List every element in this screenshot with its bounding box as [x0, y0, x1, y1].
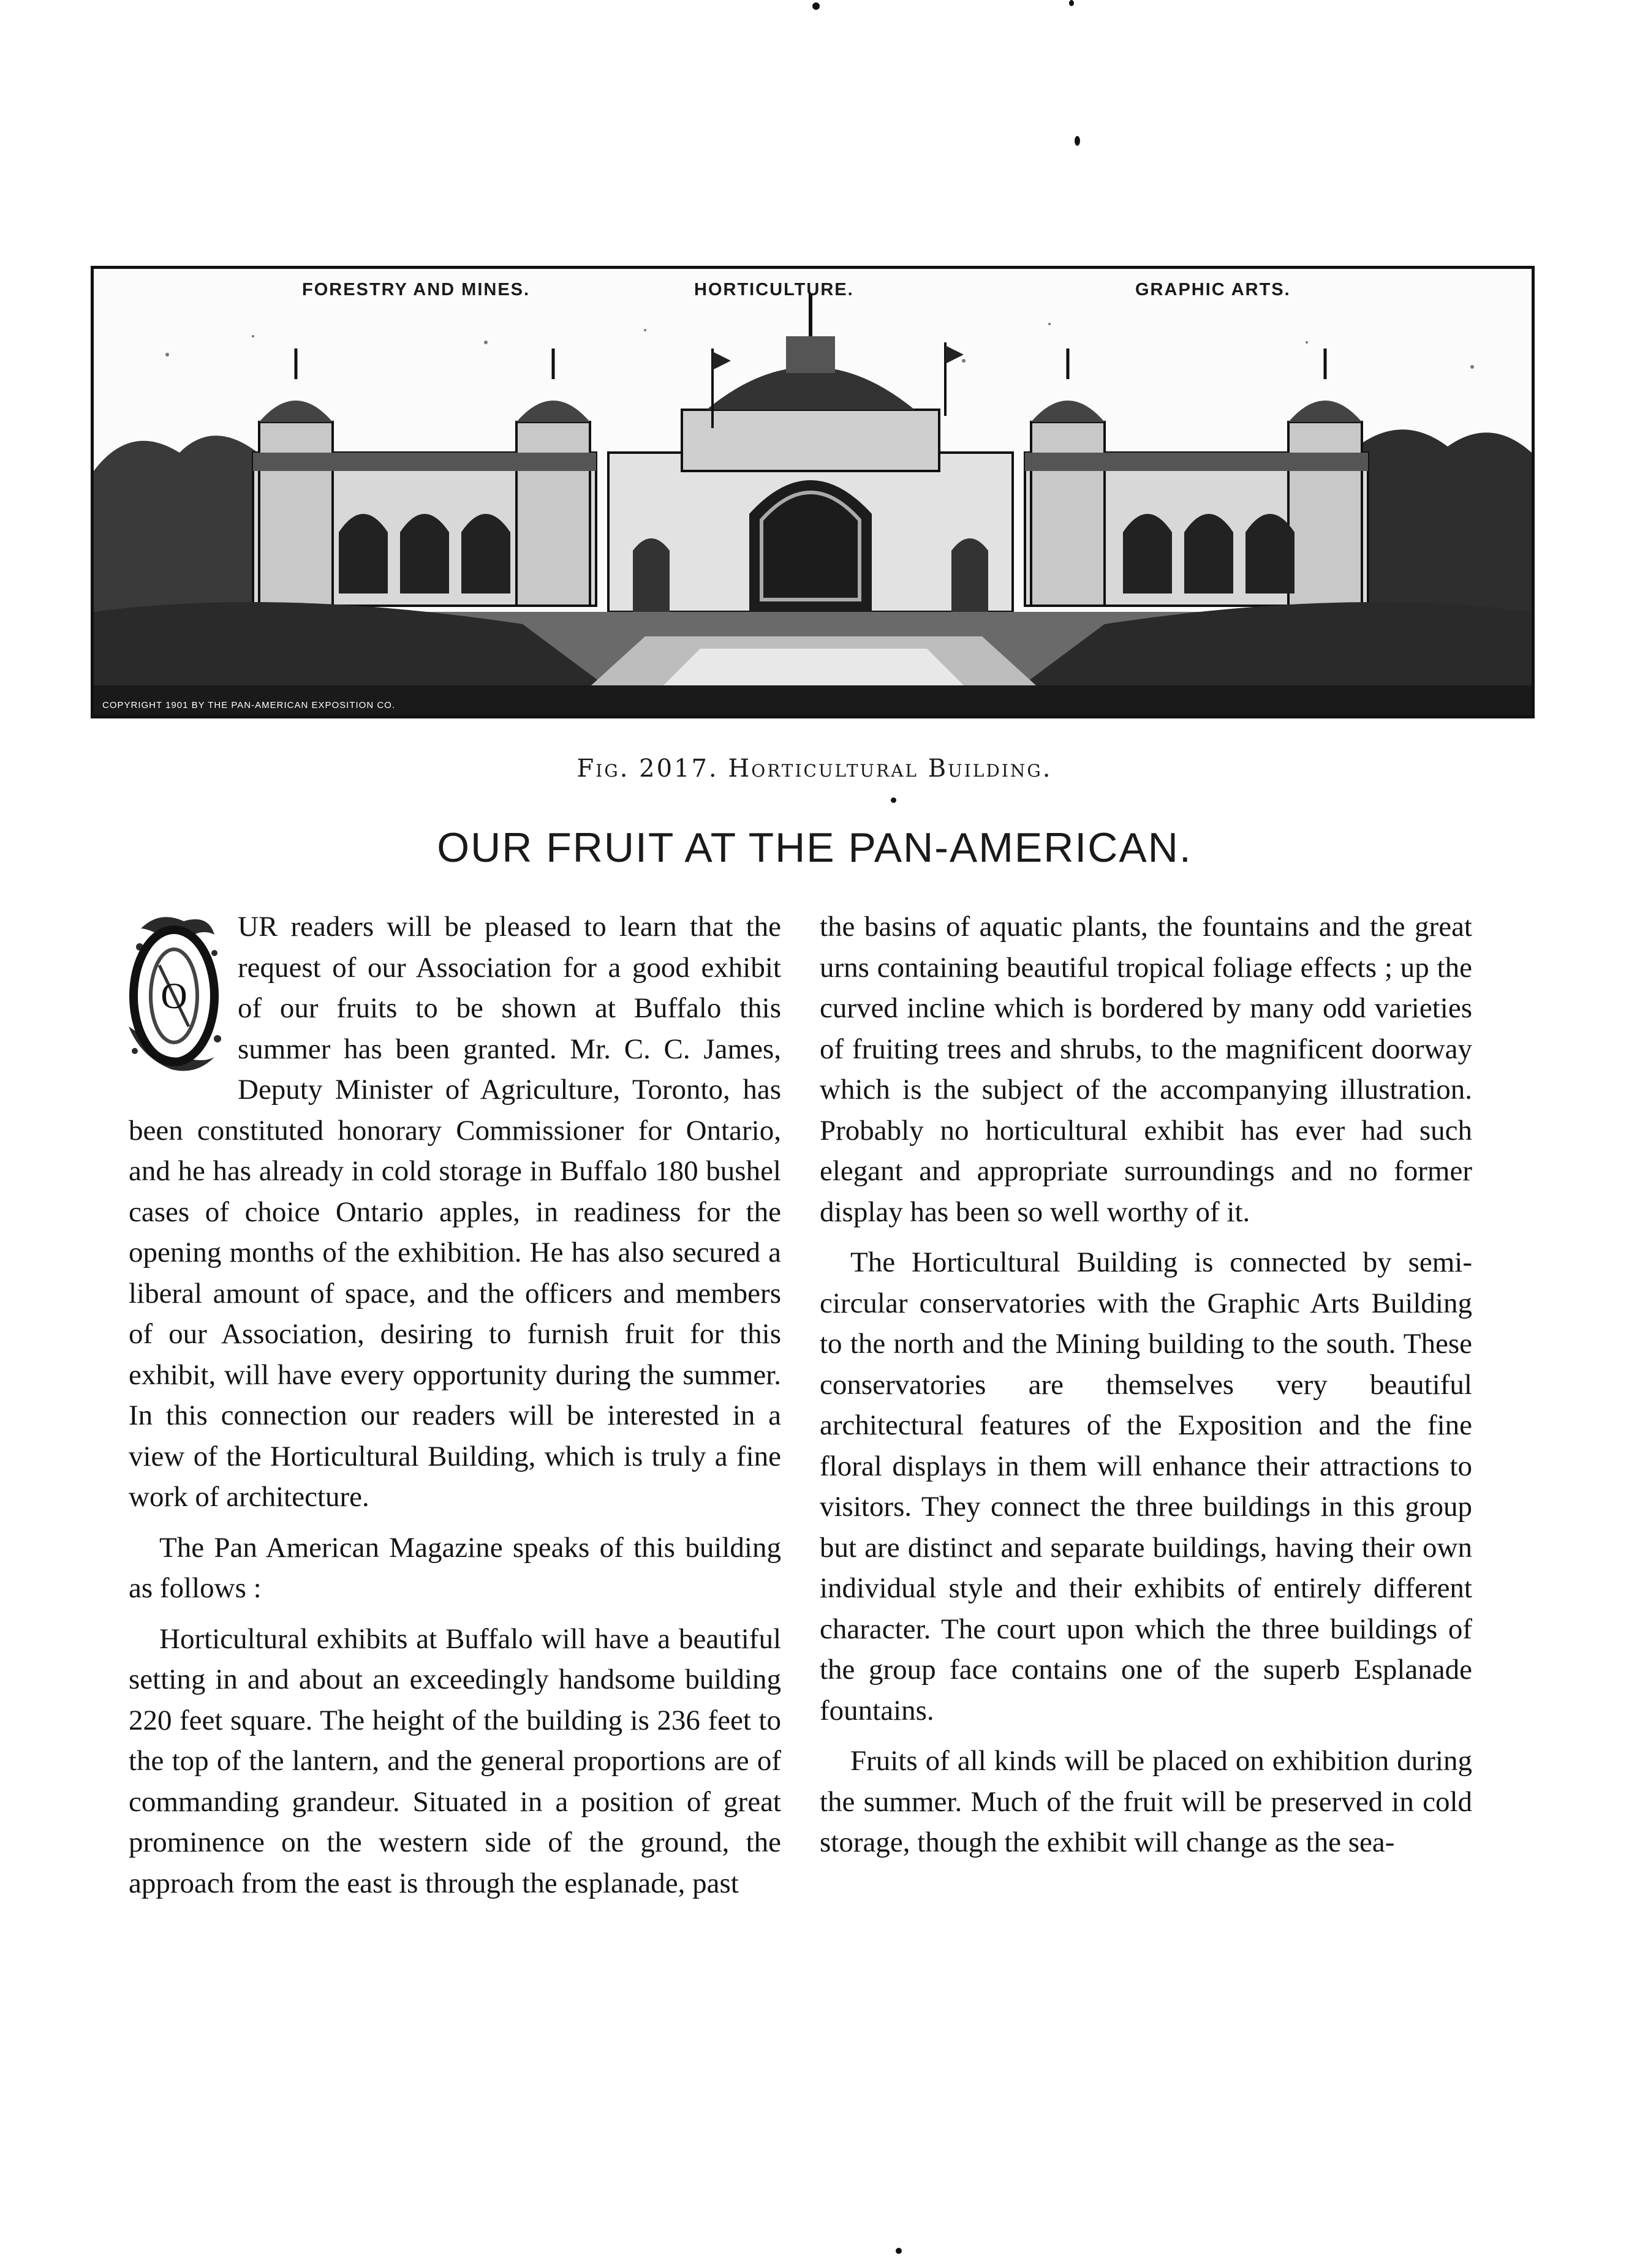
building-engraving	[94, 269, 1532, 715]
article-title: OUR FRUIT AT THE PAN-AMERICAN.	[437, 824, 1192, 871]
graphic-arts-pavilion	[1025, 348, 1368, 606]
scan-speck	[896, 2248, 902, 2254]
scan-speck	[891, 797, 896, 803]
right-paragraph-3: Fruits of all kinds will be placed on exhibition during the summer. Much of the fruit will be preserved in cold storage, though the exhibit will change as the sea-	[820, 1745, 1472, 1858]
ornamental-dropcap-o	[123, 910, 225, 1080]
left-paragraph-3: Horticultural exhibits at Buffalo will have a beautiful setting in and about an exceedingly handsome building 220 feet square. The height of the building is 236 feet to the top of the lantern, and the general proportions are of commanding grandeur. Situated in a position of great prominence on the western side of the ground, the approach from the east is through the esplanade, past	[129, 1622, 781, 1899]
horticultural-building-illustration	[91, 266, 1535, 718]
scan-speck	[1075, 136, 1080, 146]
dropcap-letter: O	[161, 976, 187, 1016]
label-horticulture: HORTICULTURE.	[694, 280, 854, 300]
right-paragraph-1: the basins of aquatic plants, the fountains and the great urns containing beautiful tropical foliage effects ; up the curved incline which is bordered by many odd varieties of fruiting trees and shrubs, to the magnificent doorway which is the subject of the accompanying illustration. Probably no horticultural exhibit has ever had such elegant and appropriate surroundings and no former display has been so well worthy of it.	[820, 911, 1472, 1228]
label-graphic-arts: GRAPHIC ARTS.	[1135, 280, 1291, 300]
figure-caption: Fig. 2017. Horticultural Building.	[576, 755, 1053, 783]
scan-speck	[812, 2, 820, 10]
left-paragraph-2: The Pan American Magazine speaks of this building as follows :	[129, 1531, 781, 1604]
right-paragraph-2: The Horticultural Building is connected by semi-circular conservatories with the Graphic Arts Building to the north and the Mining building to the south. These conservatories are themselves very beautiful architectural features of the Exposition and the fine floral displays in them will enhance their attractions to visitors. They connect the three buildings in this group but are distinct and separate buildings, having their own individual style and their exhibits of entirely different character. The court upon which the three buildings of the group face contains one of the superb Esplanade fountains.	[820, 1246, 1472, 1727]
label-forestry-and-mines: FORESTRY AND MINES.	[302, 280, 531, 300]
forestry-pavilion	[253, 348, 596, 606]
horticulture-pavilion	[608, 293, 1013, 612]
right-column	[820, 906, 1472, 1863]
left-column	[129, 906, 781, 1904]
left-paragraph-1: UR readers will be pleased to learn that the request of our Association for a good exhibit of our fruits to be shown at Buffalo this summer has been granted. Mr. C. C. James, Deputy Minister of Agriculture, Toronto, has been constituted honorary Commissioner for Ontario, and he has already in cold storage in Buffalo 180 bushel cases of choice Ontario apples, in readiness for the opening months of the exhibition. He has also secured a liberal amount of space, and the officers and members of our Association, desiring to furnish fruit for this exhibit, will have every opportunity during the summer. In this connection our readers will be interested in a view of the Horticultural Building, which is truly a fine work of architecture.	[129, 911, 781, 1513]
figure-copyright: COPYRIGHT 1901 BY THE PAN-AMERICAN EXPOSITION CO.	[102, 700, 395, 710]
scan-speck	[1069, 0, 1074, 6]
